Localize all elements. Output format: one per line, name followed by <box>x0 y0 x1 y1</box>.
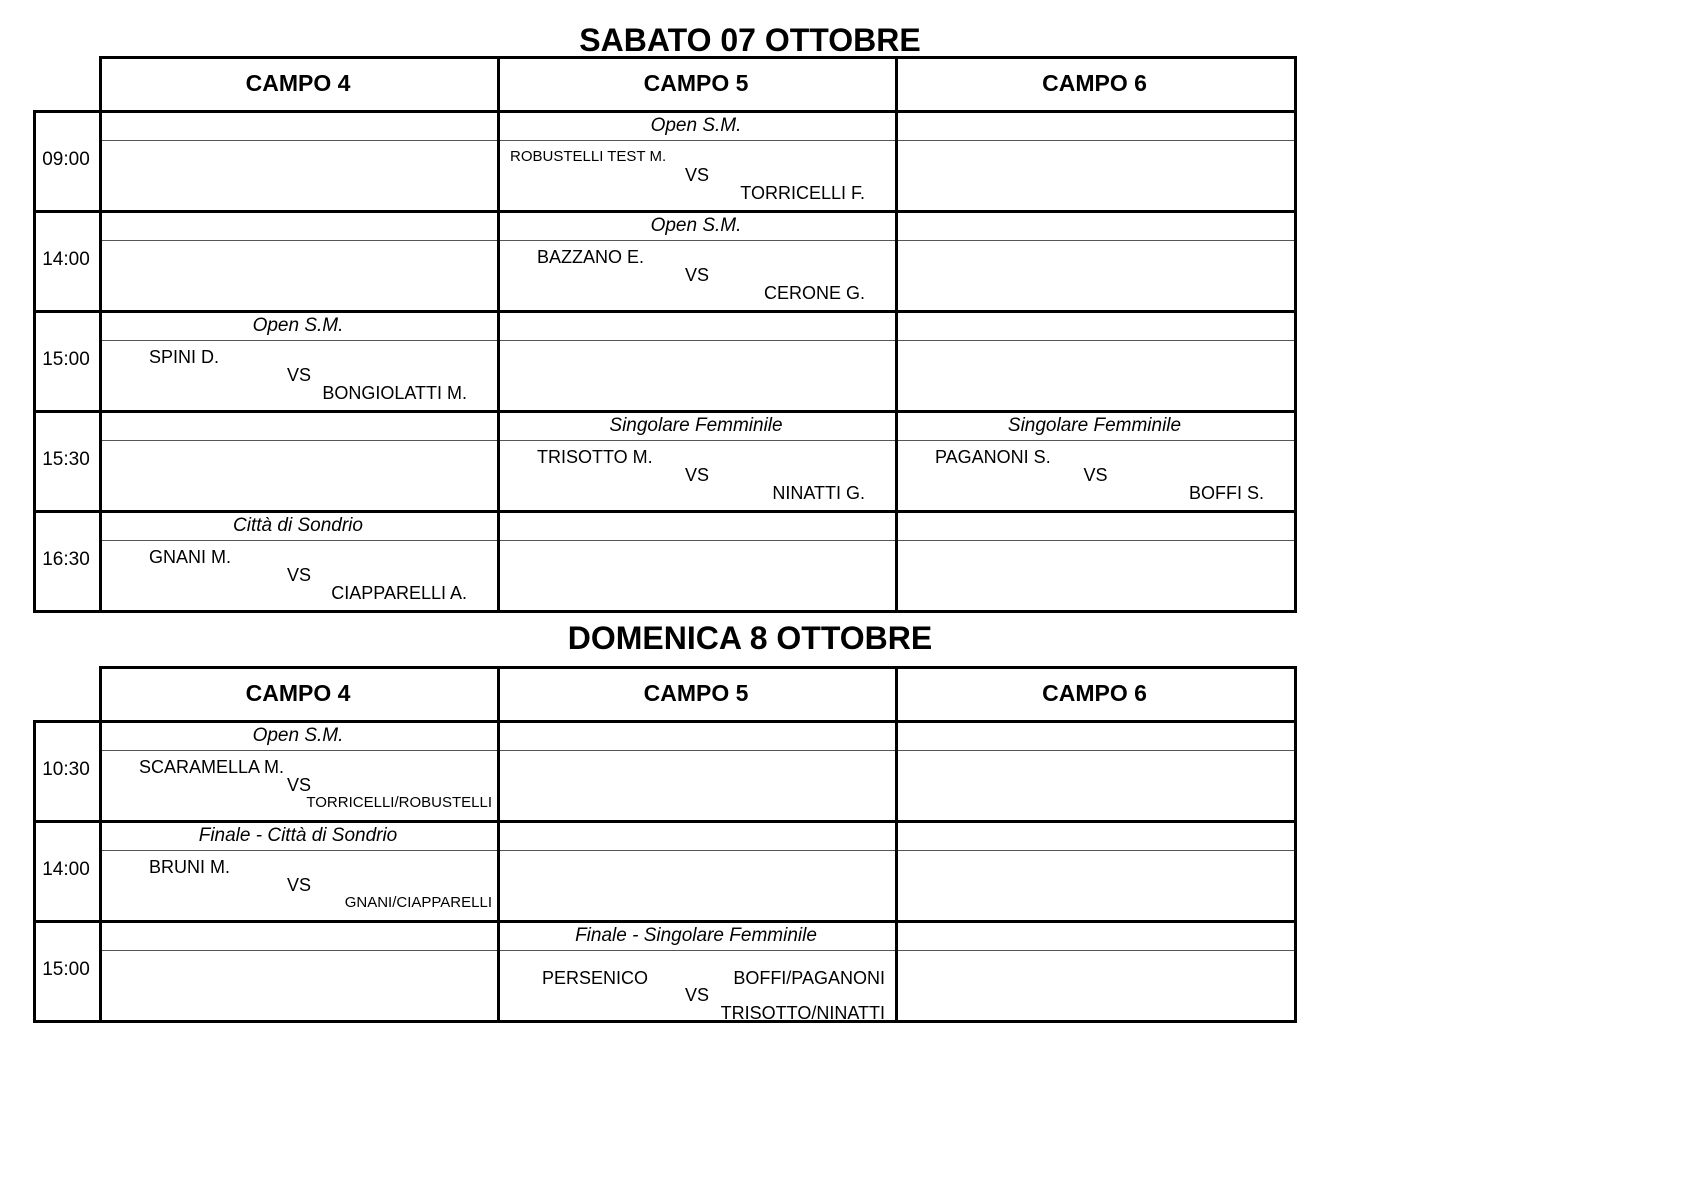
player-name: GNANI M. <box>149 547 232 567</box>
player-name: BOFFI/PAGANONI <box>733 968 885 988</box>
match-cell <box>895 310 1297 413</box>
match-cell <box>497 720 898 823</box>
match-cell <box>99 210 500 313</box>
player-name: NINATTI G. <box>772 483 865 503</box>
event-divider-line <box>500 540 895 541</box>
player-name: ROBUSTELLI TEST M. <box>510 148 667 165</box>
event-label: Open S.M. <box>650 215 742 236</box>
player-name: PERSENICO <box>542 968 649 988</box>
event-divider-line <box>898 140 1294 141</box>
player-name: PAGANONI S. <box>935 447 1051 467</box>
match-cell <box>895 510 1297 613</box>
time-slot-label: 15:30 <box>42 449 90 470</box>
event-label: Finale - Singolare Femminile <box>575 925 817 946</box>
event-divider-line <box>898 750 1294 751</box>
time-slot-label: 15:00 <box>42 959 90 980</box>
player-name: CIAPPARELLI A. <box>331 583 467 603</box>
player-name: TORRICELLI/ROBUSTELLI <box>306 794 492 811</box>
match-cell <box>895 820 1297 923</box>
time-slot-label: 16:30 <box>42 549 90 570</box>
vs-label: VS <box>685 265 710 285</box>
event-divider-line <box>102 440 497 441</box>
match-cell <box>895 720 1297 823</box>
match-cell <box>895 920 1297 1023</box>
event-divider-line <box>500 750 895 751</box>
vs-label: VS <box>287 565 312 585</box>
match-cell <box>99 110 500 213</box>
event-divider-line <box>898 950 1294 951</box>
time-slot-label: 14:00 <box>42 249 90 270</box>
event-divider-line <box>898 850 1294 851</box>
court-header: CAMPO 6 <box>1042 679 1147 706</box>
event-label: Open S.M. <box>252 725 344 746</box>
event-divider-line <box>898 340 1294 341</box>
time-slot-label: 10:30 <box>42 759 90 780</box>
player-name: BRUNI M. <box>149 857 230 877</box>
vs-label: VS <box>685 985 710 1005</box>
time-slot-label: 14:00 <box>42 859 90 880</box>
court-header: CAMPO 5 <box>643 69 749 96</box>
event-divider-line <box>500 340 895 341</box>
player-name: GNANI/CIAPPARELLI <box>344 894 492 911</box>
event-label: Finale - Città di Sondrio <box>198 825 398 846</box>
player-name: SCARAMELLA M. <box>139 757 285 777</box>
vs-label: VS <box>1083 465 1108 485</box>
match-cell <box>497 820 898 923</box>
court-header: CAMPO 4 <box>245 69 351 96</box>
vs-label: VS <box>287 775 312 795</box>
player-name: SPINI D. <box>149 347 220 367</box>
event-divider-line <box>102 240 497 241</box>
player-name: CERONE G. <box>763 283 865 303</box>
vs-label: VS <box>287 875 312 895</box>
match-cell <box>497 310 898 413</box>
match-cell <box>895 210 1297 313</box>
event-divider-line <box>898 540 1294 541</box>
day-title: DOMENICA 8 OTTOBRE <box>567 620 933 656</box>
event-label: Open S.M. <box>650 115 742 136</box>
match-cell <box>99 920 500 1023</box>
event-divider-line <box>102 950 497 951</box>
vs-label: VS <box>685 465 710 485</box>
day-title: SABATO 07 OTTOBRE <box>579 22 921 58</box>
event-label: Singolare Femminile <box>1007 415 1182 436</box>
event-label: Città di Sondrio <box>233 515 363 536</box>
match-cell <box>99 410 500 513</box>
time-slot-label: 09:00 <box>42 149 90 170</box>
player-name: BONGIOLATTI M. <box>322 383 467 403</box>
event-label: Open S.M. <box>252 315 344 336</box>
court-header: CAMPO 6 <box>1042 69 1147 96</box>
vs-label: VS <box>287 365 312 385</box>
event-divider-line <box>500 850 895 851</box>
event-label: Singolare Femminile <box>609 415 783 436</box>
player-name: BOFFI S. <box>1188 483 1264 503</box>
time-slot-label: 15:00 <box>42 349 90 370</box>
vs-label: VS <box>685 165 710 185</box>
court-header: CAMPO 4 <box>245 679 351 706</box>
match-cell <box>895 110 1297 213</box>
player-name: TRISOTTO M. <box>537 447 653 467</box>
event-divider-line <box>898 240 1294 241</box>
player-name: TORRICELLI F. <box>740 183 865 203</box>
match-cell <box>497 510 898 613</box>
court-header: CAMPO 5 <box>643 679 749 706</box>
event-divider-line <box>102 140 497 141</box>
player-name: BAZZANO E. <box>537 247 645 267</box>
player-name: TRISOTTO/NINATTI <box>720 1003 885 1023</box>
